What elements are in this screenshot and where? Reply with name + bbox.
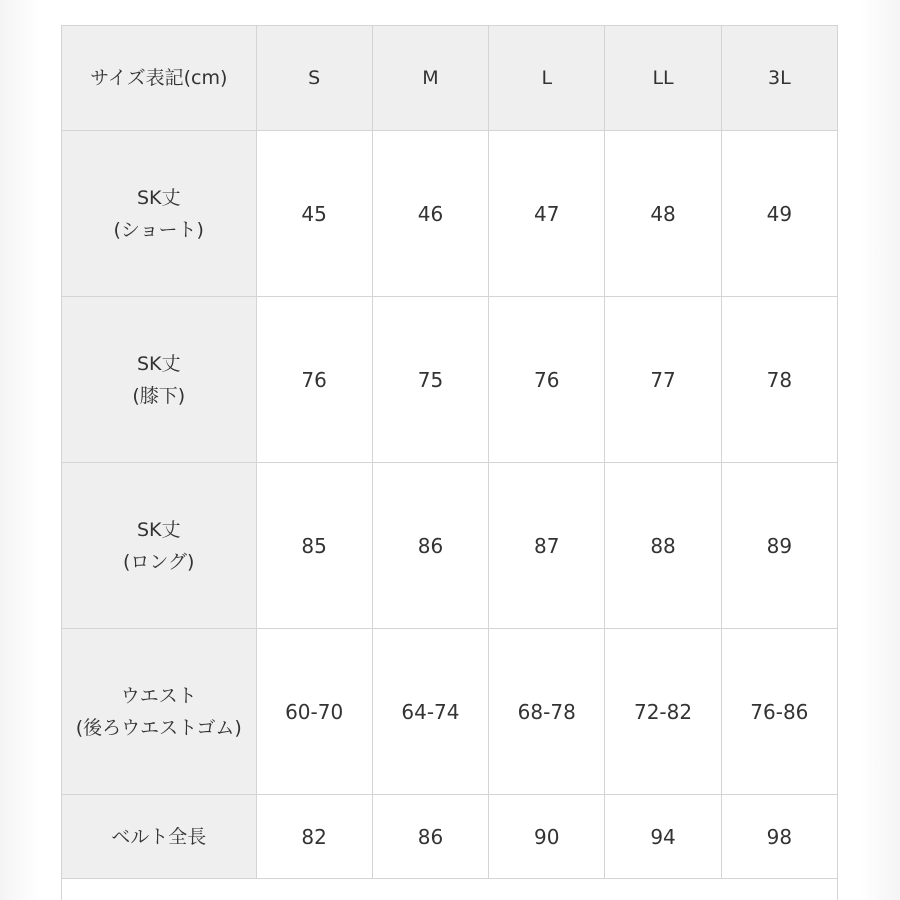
table-cell: 64-74 <box>372 629 488 795</box>
table-cell: 49 <box>721 131 837 297</box>
table-cell: 48 <box>605 131 721 297</box>
table-row-waist <box>62 629 838 795</box>
row-label-line: SK丈 <box>136 352 181 375</box>
table-cell: 85 <box>256 463 372 629</box>
table-cell: 98 <box>721 795 837 879</box>
table-cell: 88 <box>605 463 721 629</box>
row-label-line: SK丈 <box>136 186 181 209</box>
row-label-line: (ロング) <box>123 550 195 573</box>
table-cell: 82 <box>256 795 372 879</box>
table-row-belt-length <box>62 795 838 879</box>
size-header-3l: 3L <box>721 26 837 131</box>
row-label-line: ウエスト <box>120 684 197 707</box>
row-label-sk-long <box>62 463 257 629</box>
table-cell: 75 <box>372 297 488 463</box>
row-label-line: ベルト全長 <box>111 825 207 848</box>
table-cell: 76-86 <box>721 629 837 795</box>
table-cell: 94 <box>605 795 721 879</box>
table-cell: 68-78 <box>489 629 605 795</box>
size-header-m: M <box>372 26 488 131</box>
row-label-line: (後ろウエストゴム) <box>75 716 242 739</box>
size-header-s: S <box>256 26 372 131</box>
table-row-sk-knee <box>62 297 838 463</box>
row-label-belt-length <box>62 795 257 879</box>
row-label-line: (ショート) <box>113 218 204 241</box>
table-cell: 60-70 <box>256 629 372 795</box>
table-cell: 87 <box>489 463 605 629</box>
corner-header-label: サイズ表記(cm) <box>62 26 257 131</box>
table-cell: 89 <box>721 463 837 629</box>
size-chart-table <box>61 25 838 900</box>
table-cell: 76 <box>256 297 372 463</box>
page-edge-right <box>860 0 900 900</box>
table-cell: 77 <box>605 297 721 463</box>
row-label-waist <box>62 629 257 795</box>
table-cell: 45 <box>256 131 372 297</box>
table-cell: 86 <box>372 463 488 629</box>
table-cell: 47 <box>489 131 605 297</box>
header-row <box>62 26 838 131</box>
table-row-sk-short <box>62 131 838 297</box>
table-cell: 90 <box>489 795 605 879</box>
table-filler-cell <box>62 879 838 900</box>
size-header-ll: LL <box>605 26 721 131</box>
row-label-line: SK丈 <box>136 518 181 541</box>
table-row-sk-long <box>62 463 838 629</box>
table-cell: 46 <box>372 131 488 297</box>
table-cell: 86 <box>372 795 488 879</box>
table-cell: 76 <box>489 297 605 463</box>
table-bottom-filler <box>62 879 838 900</box>
table-cell: 78 <box>721 297 837 463</box>
row-label-sk-short <box>62 131 257 297</box>
row-label-sk-knee <box>62 297 257 463</box>
page-edge-left <box>0 0 40 900</box>
table-cell: 72-82 <box>605 629 721 795</box>
size-header-l: L <box>489 26 605 131</box>
row-label-line: (膝下) <box>132 384 186 407</box>
